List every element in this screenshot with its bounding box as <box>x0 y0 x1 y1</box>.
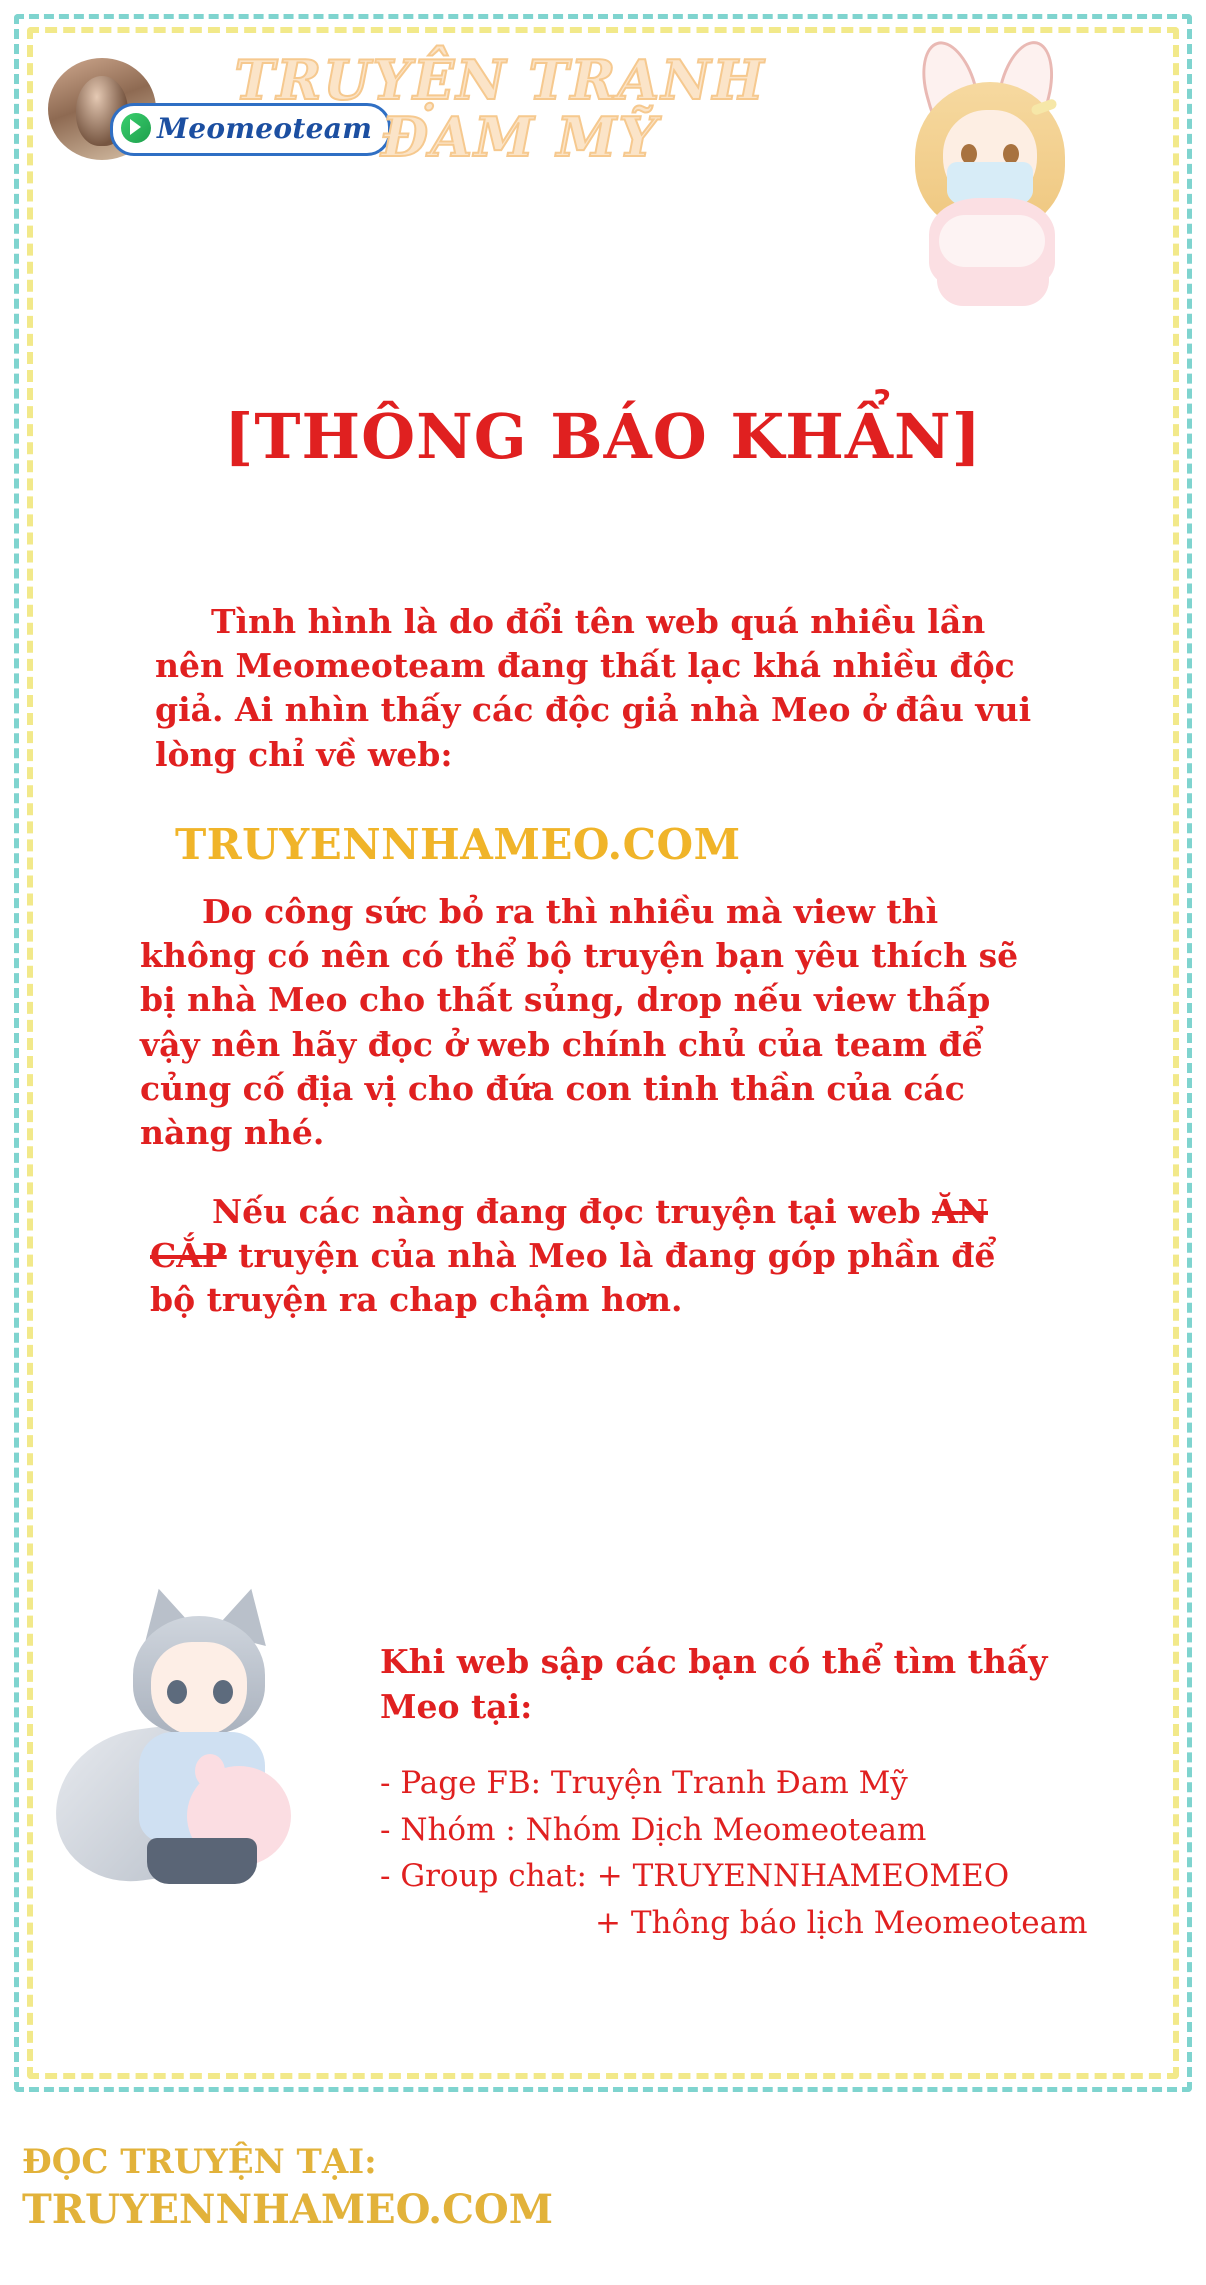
header <box>0 30 1206 300</box>
girl-sleeve <box>939 215 1045 267</box>
announcement-paragraph-3 <box>150 1190 1050 1323</box>
wolf-legs <box>147 1838 257 1884</box>
paragraph-3-pre: Nếu các nàng đang đọc truyện tại web <box>212 1192 933 1231</box>
announcement-paragraph-2: Do công sức bỏ ra thì nhiều mà view thì không có nên có thể bộ truyện bạn yêu thích sẽ bị nhà Meo cho thất sủng, drop nếu view thấp vậy nên hãy đọc ở web chính chủ của team để củng cố địa vị cho đứa con tinh thần của các nàng nhé. <box>140 892 1019 1153</box>
page-title: [THÔNG BÁO KHẨN] <box>224 400 982 473</box>
paragraph-3-post: truyện của nhà Meo là đang góp phần để bộ truyện ra chap chậm hơn. <box>150 1236 996 1320</box>
team-name-pill: Meomeoteam <box>110 103 391 156</box>
wolf-eye-left <box>167 1680 187 1704</box>
wolf-eye-right <box>213 1680 233 1704</box>
list-item: - Nhóm : Nhóm Dịch Meomeoteam <box>380 1811 927 1848</box>
footer-line-2[interactable]: TRUYENNHAMEO.COM <box>22 2186 554 2234</box>
contact-heading: Khi web sập các bạn có thể tìm thấy Meo tại: <box>380 1642 1048 1726</box>
chibi-girl-illustration <box>881 40 1096 305</box>
contact-list <box>380 1760 1088 1946</box>
footer-line-1: ĐỌC TRUYỆN TẠI: <box>22 2142 377 2182</box>
announcement-paragraph-1: Tình hình là do đổi tên web quá nhiều lần nên Meomeoteam đang thất lạc khá nhiều độc giả. Ai nhìn thấy các độc giả nhà Meo ở đâu vui lòng chỉ về web: <box>155 602 1032 774</box>
chibi-wolf-illustration <box>55 1580 335 1900</box>
footer <box>22 2140 553 2236</box>
brand-title <box>190 48 810 169</box>
girl-eye-left <box>961 144 977 164</box>
girl-legs <box>937 276 1049 306</box>
brand-line-2: ĐAM MỸ <box>381 104 659 169</box>
website-link[interactable]: TRUYENNHAMEO.COM <box>175 820 741 869</box>
list-item: - Page FB: Truyện Tranh Đam Mỹ <box>380 1765 908 1801</box>
list-item: - Group chat: + TRUYENNHAMEOMEO <box>380 1858 1010 1894</box>
girl-eye-right <box>1003 144 1019 164</box>
brand-line-1: TRUYỆN TRANH <box>234 48 766 112</box>
list-item: + Thông báo lịch Meomeoteam <box>595 1904 1088 1941</box>
paragraph-3-strikethrough: ĂN CẮP <box>150 1192 988 1276</box>
